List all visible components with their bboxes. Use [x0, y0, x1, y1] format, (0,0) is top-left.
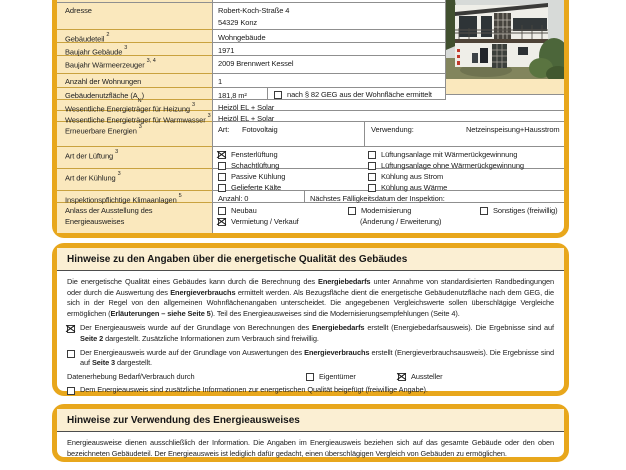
label-warmwasser: Wesentliche Energieträger für Warmwasser $^3$: [57, 111, 212, 122]
checkbox-sonstiges[interactable]: [480, 207, 488, 215]
photo-caption-cell: [446, 79, 564, 95]
adresse-line1: Robert-Koch-Straße 4: [218, 6, 290, 15]
value-erneuerbare-cell: [212, 122, 564, 147]
building-photo: [446, 0, 564, 79]
lueftung-mit-wrg-label: Lüftungsanlage mit Wärmerückgewinnung: [381, 150, 518, 159]
value-lueftung: [212, 147, 564, 169]
modernisierung-label: Modernisierung: [361, 206, 412, 215]
value-gebaeudeteil: Wohngebäude: [212, 30, 445, 43]
table-row-anlass: [57, 203, 564, 228]
label-kuehlung: Art der Kühlung $^3$: [57, 169, 212, 191]
erneuerbare-verwendung-cell: [365, 122, 564, 146]
checkbox-neubau[interactable]: [218, 207, 226, 215]
quality-hints-heading: Hinweise zu den Angaben über die energetische Qualität des Gebäudes: [57, 248, 564, 271]
table-row-nutzflaeche: [57, 88, 445, 104]
usage-hints-body: [57, 432, 564, 459]
label-baujahr-gebaeude: Baujahr Gebäude $^3$: [57, 43, 212, 56]
art-label: Art:: [218, 125, 230, 134]
value-nutzflaeche: 181,8 m²: [212, 88, 268, 99]
art-value: Fotovoltaig: [241, 125, 278, 134]
column-divider: [212, 0, 213, 233]
building-data-box: [52, 0, 569, 238]
building-data-table: [57, 0, 564, 233]
usage-hints-box: [52, 404, 569, 462]
sonstiges-label: Sonstiges (freiwillig): [493, 206, 558, 215]
value-klimaanlagen-cell: [212, 191, 564, 203]
table-row-baujahr-gebaeude: [57, 43, 445, 56]
label-heizung: Wesentliche Energieträger für Heizung $^3$: [57, 100, 212, 111]
gelieferte-kaelte-label: Gelieferte Kälte: [231, 183, 282, 192]
datenerhebung-line: [67, 372, 554, 383]
quality-hints-box: [52, 243, 569, 396]
label-baujahr-waermeerzeuger: Baujahr Wärmeerzeuger $^{3, 4}$: [57, 56, 212, 74]
value-anlass: [212, 203, 564, 228]
table-row-gebaeudeteil: [57, 30, 445, 43]
checkbox-aussteller[interactable]: [398, 373, 406, 381]
checkbox-nach-geg[interactable]: [274, 91, 282, 99]
label-klimaanlagen: Inspektionspflichtige Klimaanlagen $^5$: [57, 191, 212, 203]
fensterlueftung-label: Fensterlüftung: [231, 150, 278, 159]
vermietung-verkauf-label: Vermietung / Verkauf: [231, 217, 299, 226]
eigentuemer-option: Eigentümer: [306, 372, 356, 383]
table-row-warmwasser: [57, 111, 564, 125]
label-adresse: Adresse: [57, 3, 212, 30]
datenerhebung-label: Datenerhebung Bedarf/Verbrauch durch: [67, 371, 195, 381]
checkbox-nach-geg-label: nach § 82 GEG aus der Wohnfläche ermittelt: [287, 90, 432, 99]
table-row-anzahl-wohnungen: [57, 74, 445, 88]
table-row-erneuerbare: [57, 122, 564, 147]
checkbox-kuehlung-strom[interactable]: [368, 173, 376, 181]
label-anlass: Anlass der Ausstellung des Energieausweises: [65, 206, 153, 226]
verwendung-label: Verwendung:: [371, 125, 414, 134]
table-row-baujahr-waermeerzeuger: [57, 56, 445, 74]
checkbox-energiebedarf[interactable]: [67, 325, 75, 333]
table-row-klimaanlagen: [57, 191, 564, 203]
label-lueftung: Art der Lüftung $^3$: [57, 147, 212, 169]
value-anzahl-wohnungen: 1: [212, 74, 445, 88]
checkbox-energieverbrauch[interactable]: [67, 350, 75, 358]
table-row-lueftung: [57, 147, 564, 169]
erneuerbare-art-cell: [212, 122, 365, 146]
usage-hints-heading: Hinweise zur Verwendung des Energieausweises: [57, 409, 564, 432]
label-nutzflaeche: Gebäudenutzfläche $(A_N)$: [57, 88, 212, 100]
verbrauchsausweis-item: Der Energieausweis wurde auf der Grundlage von Auswertungen des Energieverbrauchs erstellt (Energieverbrauchsausweis). Die Ergebnisse sind auf Seite 3 dargestellt.: [67, 348, 554, 369]
value-kuehlung: [212, 169, 564, 191]
checkbox-passive-kuehlung[interactable]: [218, 173, 226, 181]
checkbox-lueftung-mit-wrg[interactable]: [368, 151, 376, 159]
table-row-adresse: [57, 3, 445, 30]
usage-hints-paragraph: Energieausweise dienen ausschließlich der Information. Die Angaben im Energieausweis beziehen sich auf das gesamte Gebäude oder den oben bezeichneten Gebäudeteil. Der Energieausweis ist lediglich dafür gedacht, einen überschlägigen Vergleich von Gebäuden zu ermöglichen.: [67, 438, 554, 458]
value-nutzflaeche-cell: [212, 88, 445, 100]
value-heizung: Heizöl EL + Solar: [212, 100, 564, 111]
passive-kuehlung-label: Passive Kühlung: [231, 172, 286, 181]
label-erneuerbare: Erneuerbare Energien $^3$: [57, 122, 212, 147]
value-baujahr-waermeerzeuger: 2009 Brennwert Kessel: [212, 56, 445, 74]
kuehlung-waerme-label: Kühlung aus Wärme: [381, 183, 448, 192]
neubau-label: Neubau: [231, 206, 257, 215]
checkbox-zusatzinfo[interactable]: [67, 387, 75, 395]
checkbox-vermietung-verkauf[interactable]: [218, 218, 226, 226]
value-baujahr-gebaeude: 1971: [212, 43, 445, 56]
adresse-line2: 54329 Konz: [218, 18, 258, 27]
checkbox-fensterlueftung[interactable]: [218, 151, 226, 159]
modernisierung-label-line2: (Änderung / Erweiterung): [360, 217, 442, 226]
checkbox-eigentuemer[interactable]: [306, 373, 314, 381]
value-warmwasser: Heizöl EL + Solar: [212, 111, 564, 122]
aussteller-option: Aussteller: [398, 372, 442, 383]
quality-hints-paragraph: Die energetische Qualität eines Gebäudes kann durch die Berechnung des Energiebedarfs unter Annahme von standardisierten Randbedingungen oder durch die Auswertung des Energieverbrauchs ermittelt werden. Als Bezugsfläche dient die energetische Gebäudenutzfläche nach dem GEG, die sich in der Regel von den allgemeinen Wohnflächenangaben unterscheidet. Die angegebenen Vergleichswerte sollen überschlägige Vergleiche ermöglichen (Erläuterungen – siehe Seite 5). Teil des Energieausweises sind die Modernisierungsempfehlungen (Seite 4).: [67, 277, 554, 318]
lueftung-ohne-wrg-label: Lüftungsanlage ohne Wärmerückgewinnung: [381, 161, 524, 170]
checkbox-modernisierung[interactable]: [348, 207, 356, 215]
zusatzinfo-item: Dem Energieausweis sind zusätzliche Informationen zur energetischen Qualität beigefügt (freiwillige Angabe).: [67, 385, 554, 396]
table-row-heizung: [57, 100, 564, 114]
label-anzahl-wohnungen: Anzahl der Wohnungen: [57, 74, 212, 88]
quality-hints-body: [57, 271, 564, 395]
klima-faelligkeitsdatum: Nächstes Fälligkeitsdatum der Inspektion:: [310, 194, 445, 203]
verwendung-value: Netzeinspeisung+Hausstrom: [465, 125, 560, 134]
schachtlueftung-label: Schachtlüftung: [231, 161, 280, 170]
label-gebaeudeteil: Gebäudeteil $^2$: [57, 30, 212, 43]
table-row-kuehlung: [57, 169, 564, 191]
klima-anzahl: Anzahl: 0: [212, 191, 305, 202]
photo-column: [445, 0, 564, 100]
nutzflaeche-option: [268, 88, 445, 99]
kuehlung-strom-label: Kühlung aus Strom: [381, 172, 444, 181]
value-adresse: [212, 3, 445, 30]
bedarfsausweis-item: Der Energieausweis wurde auf der Grundlage von Berechnungen des Energiebedarfs erstellt (Energiebedarfsausweis). Die Ergebnisse sind auf Seite 2 dargestellt. Zusätzliche Informationen zum Verbrauch sind freiwillig.: [67, 323, 554, 344]
